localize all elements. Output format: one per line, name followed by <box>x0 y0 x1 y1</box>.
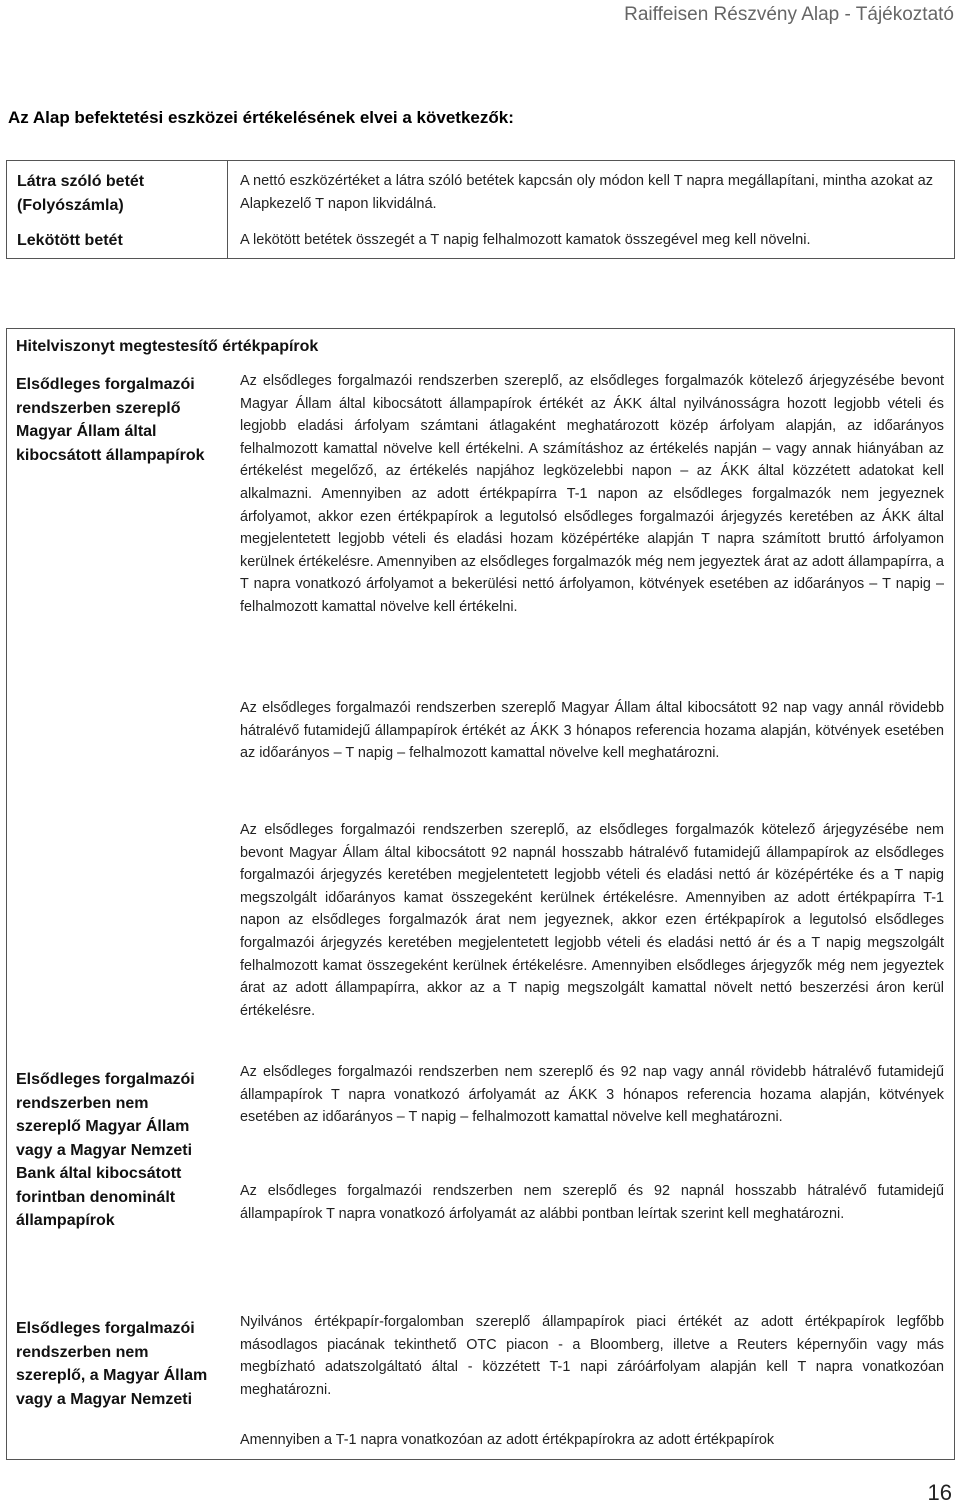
paragraph-primary-valuation: Az elsődleges forgalmazói rendszerben szereplő, az elsődleges forgalmazók kötelező árjegyzésébe bevont Magyar Állam által kibocsátott állampapírok értékét az ÁKK által nyilvánosságra hozott legjobb vételi és legjobb eladási árfolyam számtani átlagaként meghatározott közép árfolyam alapján, az időarányos felhalmozott kamattal növelve kell értékelni. A számításhoz az értékelés napján – vagy annak hiányában az értékelést megelőző, az értékelés napjához legközelebbi napon – az ÁKK által közzétett adatokat kell alkalmazni. Amennyiben az adott értékpapírra T-1 napon az elsődleges forgalmazók nem jegyeznek árfolyamot, akkor ezen értékpapírok a legutolsó elsődleges forgalmazói árjegyzés keretében az ÁKK által megjelentetett legjobb vételi és eladási hozam középértéke alapján T napra számított bruttó árfolyamon kerülnek értékelésre. Amennyiben az elsődleges forgalmazók még nem jegyeztek árat az adott állampapírra, a T napra vonatkozó árfolyamot a bekerülési nettó árfolyamon, kötvények esetében az időarányos – T napig – felhalmozott kamattal növelve kell értékelni. <box>240 373 944 615</box>
row-label-non-primary-otc: Elsődleges forgalmazói rendszerben nem szereplő, a Magyar Állam vagy a Magyar Nemzeti <box>16 1320 208 1408</box>
row-label-non-primary-securities: Elsődleges forgalmazói rendszerben nem szereplő Magyar Állam vagy a Magyar Nemzeti Bank által kibocsátott forintban denominált állampapírok <box>16 1071 195 1229</box>
row-label-primary-government-securities: Elsődleges forgalmazói rendszerben szereplő Magyar Állam által kibocsátott állampapírok <box>16 376 205 464</box>
paragraph-short-maturity: Az elsődleges forgalmazói rendszerben szereplő Magyar Állam által kibocsátott 92 nap vagy annál rövidebb hátralévő futamidejű állampapírok értékét az ÁKK 3 hónapos referencia hozama alapján, kötvények esetében az időarányos – T napig – felhalmozott kamattal növelve kell meghatározni. <box>240 700 944 762</box>
paragraph-t-minus-1: Amennyiben a T-1 napra vonatkozóan az adott értékpapírokra az adott értékpapírok <box>240 1432 775 1448</box>
row-label-demand-deposit: Látra szóló betét (Folyószámla) <box>17 173 145 214</box>
paragraph-otc-valuation: Nyilvános értékpapír-forgalomban szereplő állampapírok piaci értékét az adott értékpapírok legfőbb másodlagos piacának tekinthető OTC piacon - a Bloomberg, illetve a Reuters képernyőin vagy más megbízható adatszolgáltató által - közzétett T-1 napi záróárfolyam alapján kell T napra vonatkozóan meghatározni. <box>240 1314 944 1398</box>
page-heading: Az Alap befektetési eszközei értékelésének elvei a következők: <box>8 108 514 127</box>
deposits-table-divider <box>227 160 228 259</box>
securities-section-title: Hitelviszonyt megtestesítő értékpapírok <box>16 338 319 355</box>
paragraph-non-primary-short: Az elsődleges forgalmazói rendszerben nem szereplő és 92 nap vagy annál rövidebb hátralévő futamidejű állampapírok T napra vonatkozó árfolyamát az ÁKK 3 hónapos referencia hozama alapján, kötvények esetében az időarányos – T napig – felhalmozott kamattal növelve kell meghatározni. <box>240 1064 944 1126</box>
paragraph-non-primary-long: Az elsődleges forgalmazói rendszerben nem szereplő és 92 napnál hosszabb hátralévő futamidejű állampapírok T napra vonatkozó árfolyamát az alábbi pontban leírtak szerint kell meghatározni. <box>240 1183 944 1222</box>
row-text-demand-deposit: A nettó eszközértéket a látra szóló betétek kapcsán oly módon kell T napra megállapítani, mintha azokat az Alapkezelő T napon likvidálná. <box>240 173 934 212</box>
row-label-fixed-deposit: Lekötött betét <box>17 232 123 249</box>
page-number: 16 <box>927 1480 952 1505</box>
document-header: Raiffeisen Részvény Alap - Tájékoztató <box>624 4 954 25</box>
paragraph-non-quoted: Az elsődleges forgalmazói rendszerben szereplő, az elsődleges forgalmazók kötelező árjegyzésébe nem bevont Magyar Állam által kibocsátott 92 napnál hosszabb hátralévő futamidejű állampapírok az elsődleges forgalmazói árjegyzés keretében megjelentetett legjobb vételi és eladási nettó ár középértéke és a T napig megszolgált időarányos kamat összegeként kerülnek értékelésre. Amennyiben az adott értékpapírra T-1 napon az elsődleges forgalmazók árat nem jegyeznek, akkor ezen értékpapírok a legutolsó elsődleges forgalmazói árjegyzés keretében megjelentetett legjobb vételi és eladási nettó ár és a T napig megszolgált felhalmozott kamat összegeként kerülnek értékelésre. Amennyiben elsődleges árjegyzők még nem jegyeztek árat az adott állampapírra, akkor az a T napig megszolgált kamattal növelt nettó beszerzési áron kerül értékelésre. <box>240 822 944 1019</box>
row-text-fixed-deposit: A lekötött betétek összegét a T napig felhalmozott kamatok összegével meg kell növelni. <box>240 232 811 248</box>
